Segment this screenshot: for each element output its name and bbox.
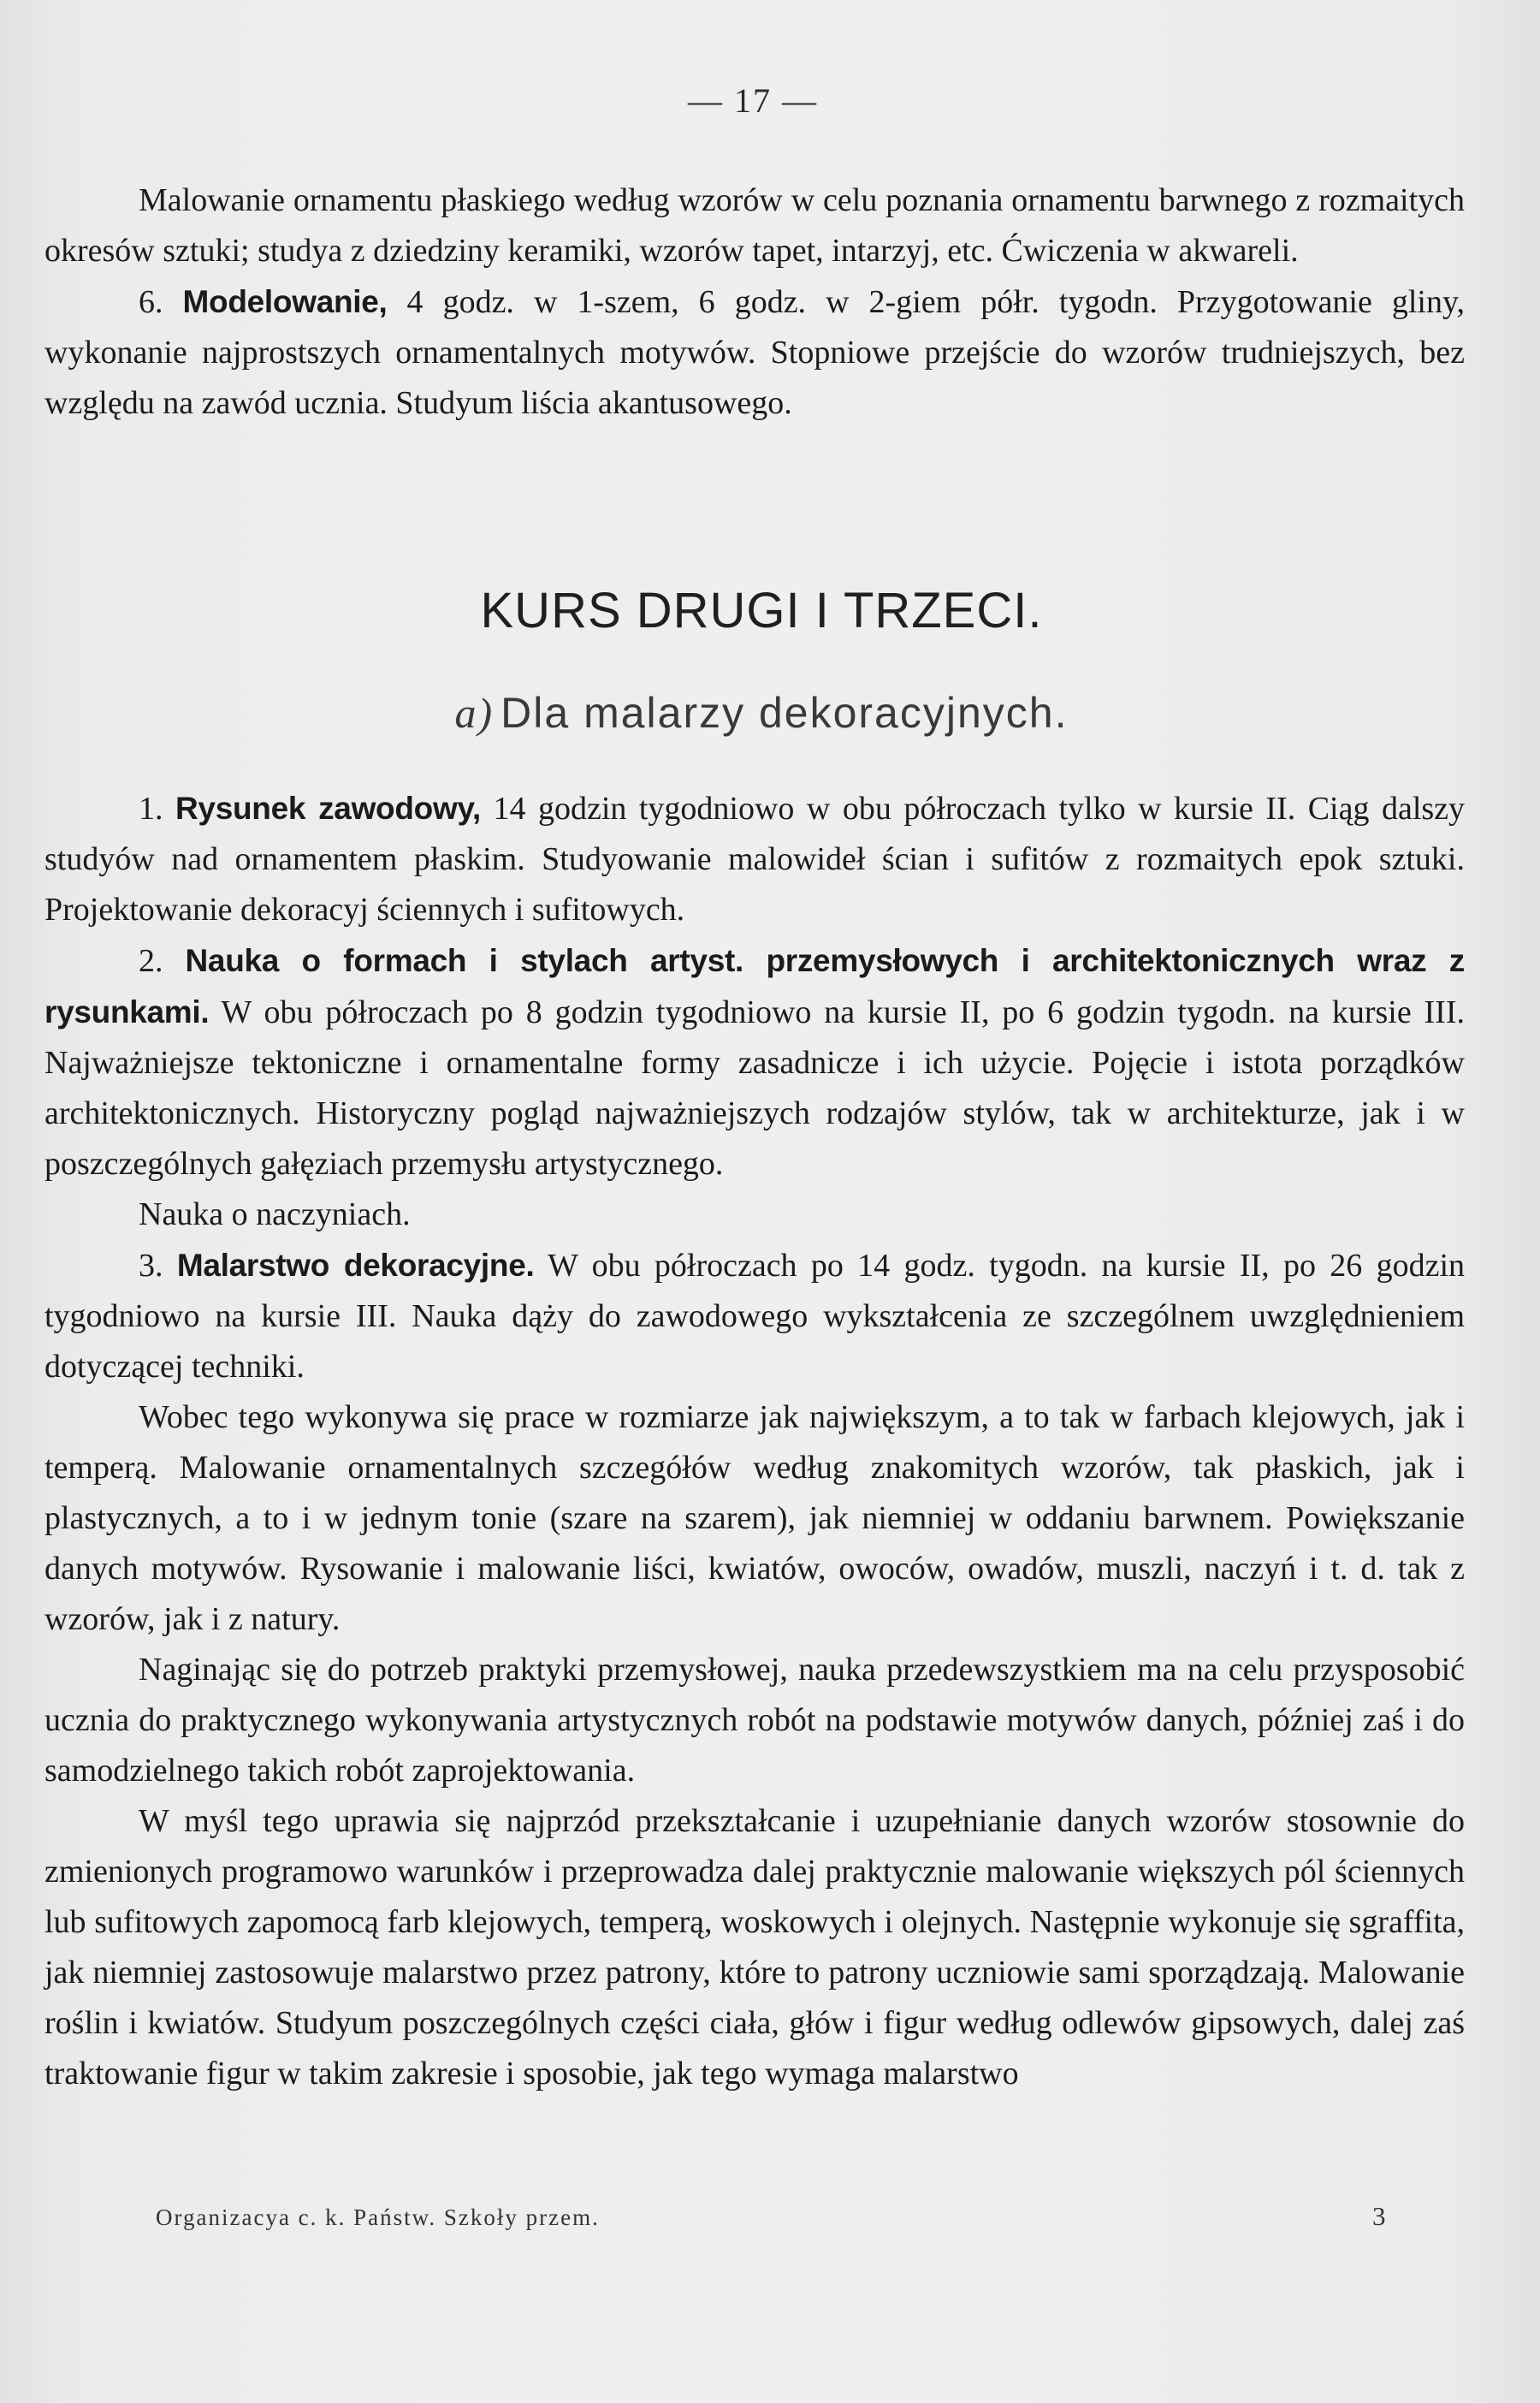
- paragraph-naginajac: Naginając się do potrzeb praktyki przemysłowej, nauka przedewszystkiem ma na celu przysposobić ucznia do praktycznego wykonywania artystycznych robót na podstawie motywów danych, później zaś i do samodzielnego takich robót zaprojektowania.: [44, 1652, 1465, 1789]
- item-text: W obu półroczach po 14 godz. tygodn. na kursie II, po 26 godzin tygodniowo na kursie III. Nauka dąży do zawodowego wykształcenia ze szczególnem uwzględnieniem dotyczącej techniki.: [44, 1248, 1466, 1385]
- body-section: [44, 783, 1465, 2099]
- item-modelling: [44, 276, 1465, 429]
- footer-sheet-number: 3: [1372, 2201, 1386, 2231]
- intro-section: [44, 175, 1465, 429]
- item-number: 6.: [139, 284, 163, 320]
- paragraph-painting: Malowanie ornamentu płaskiego według wzorów w celu poznania ornamentu barwnego z rozmaitych okresów sztuki; studya z dziedziny keramiki, wzorów tapet, intarzyj, etc. Ćwiczenia w akwareli.: [44, 182, 1465, 269]
- item-decorative-painting: [44, 1240, 1465, 1392]
- section-heading: KURS DRUGI I TRZECI.: [480, 583, 1043, 638]
- item-text: 4 godz. w 1-szem, 6 godz. w 2-giem półr. tygodn. Przygotowanie gliny, wykonanie najprostszych ornamentalnych motywów. Stopniowe przejście do wzorów trudniejszych, bez względu na zawód ucznia. Studyum liścia akantusowego.: [44, 284, 1466, 421]
- paragraph-w-mysl: W myśl tego uprawia się najprzód przekształcanie i uzupełnianie danych wzorów stosownie do zmienionych programowo warunków i przeprowadza dalej praktycznie malowanie większych pól ściennych lub sufitowych zapomocą farb klejowych, temperą, woskowych i olejnych. Następnie wykonuje się sgraffita, jak niemniej zastosowuje malarstwo przez patrony, które to patrony uczniowie sami sporządzają. Malowanie roślin i kwiatów. Studyum poszczególnych części ciała, głów i figur według odlewów gipsowych, dalej zaś traktowanie figur w takim zakresie i sposobie, jak tego wymaga malarstwo: [44, 1803, 1465, 2092]
- paragraph-vessels: Nauka o naczyniach.: [139, 1196, 411, 1232]
- item-title: Malarstwo dekoracyjne.: [176, 1248, 535, 1283]
- item-number: 1.: [139, 791, 163, 827]
- item-text: W obu półroczach po 8 godzin tygodniowo na kursie II, po 6 godzin tygodn. na kursie III. Najważniejsze tektoniczne i ornamentalne formy zasadnicze i ich użycie. Pojęcie i istota porządków architektonicznych. Historyczny pogląd najważniejszych rodzajów stylów, tak w architekturze, jak i w poszczególnych gałęziach przemysłu artystycznego.: [44, 994, 1465, 1182]
- section-subheading: [0, 688, 1523, 738]
- item-number: 2.: [139, 943, 163, 979]
- subheading-text: Dla malarzy dekoracyjnych.: [500, 689, 1069, 737]
- paragraph-wobec: Wobec tego wykonywa się prace w rozmiarze jak największym, a to tak w farbach klejowych, jak i temperą. Malowanie ornamentalnych szczegółów według znakomitych wzorów, tak płaskich, jak i plastycznych, a to i w jednym tonie (szare na szarem), jak niemniej w oddaniu barwnem. Powiększanie danych motywów. Rysowanie i malowanie liści, kwiatów, owoców, owadów, muszli, naczyń i t. d. tak z wzorów, jak i z natury.: [44, 1399, 1465, 1637]
- item-title: Nauka o formach i stylach artyst. przemysłowych i architektonicznych wraz z rysunkami.: [44, 943, 1465, 1029]
- item-title: Rysunek zawodowy,: [175, 791, 481, 826]
- item-forms-and-styles: [44, 935, 1465, 1190]
- footer-signature: Organizacya c. k. Państw. Szkoły przem.: [156, 2204, 600, 2230]
- item-number: 3.: [139, 1248, 163, 1284]
- subheading-marker: a): [454, 689, 495, 737]
- page-number: — 17 —: [688, 81, 818, 120]
- item-title: Modelowanie,: [182, 284, 388, 319]
- item-professional-drawing: [44, 783, 1465, 935]
- item-text: 14 godzin tygodniowo w obu półroczach tylko w kursie II. Ciąg dalszy studyów nad ornamentem płaskim. Studyowanie malowideł ścian i sufitów z rozmaitych epok sztuki. Projektowanie dekoracyj ściennych i sufitowych.: [44, 791, 1466, 928]
